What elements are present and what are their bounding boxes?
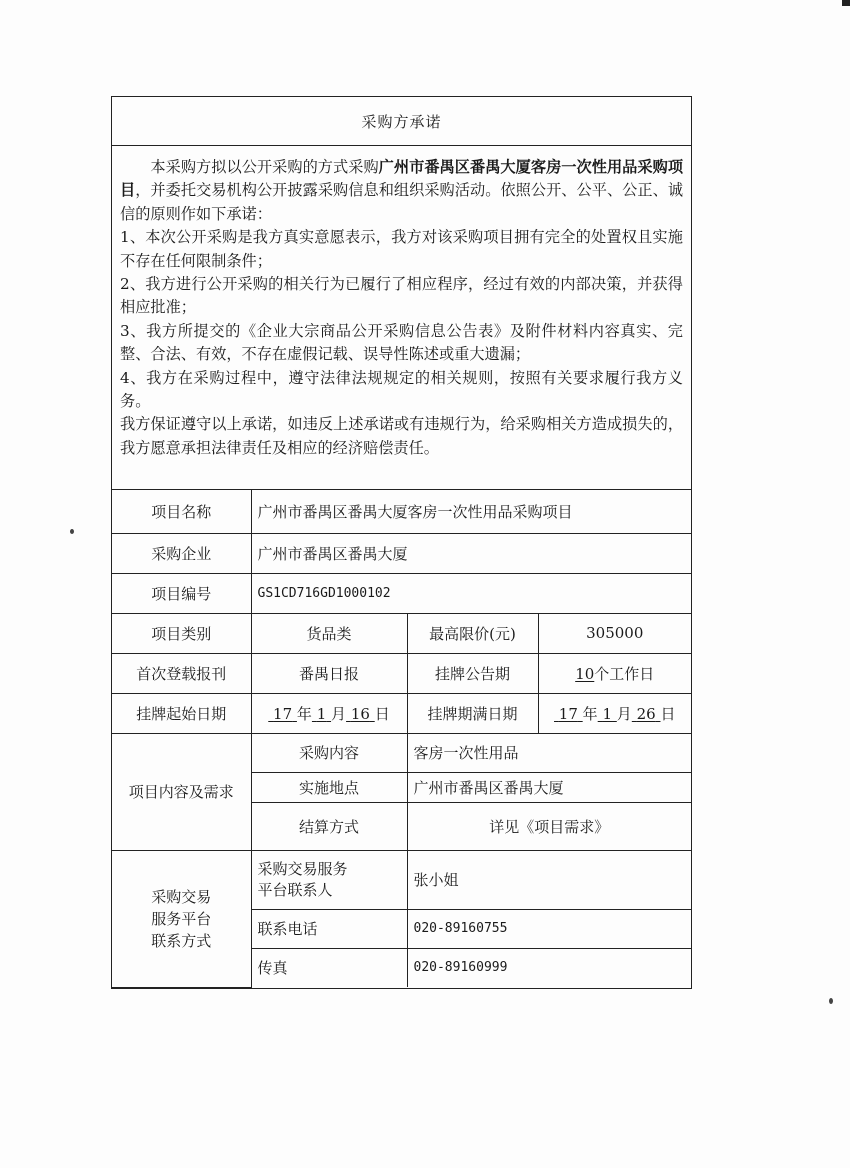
table-row	[112, 533, 691, 573]
settlement-label: 结算方式	[251, 802, 407, 850]
platform-label-line: 采购交易	[151, 887, 212, 906]
first-publication-value: 番禺日报	[251, 653, 407, 693]
buyer-value: 广州市番禺区番禺大厦	[251, 533, 691, 573]
settlement-value: 详见《项目需求》	[407, 802, 691, 850]
notice-period-value	[538, 653, 691, 693]
year-unit: 年	[296, 704, 312, 723]
end-month: 1	[602, 704, 613, 723]
start-month: 1	[316, 704, 327, 723]
buyer-label: 采购企业	[112, 533, 251, 573]
contact-person-label-line: 平台联系人	[257, 880, 333, 899]
platform-label-line: 服务平台	[151, 909, 212, 928]
platform-label-line: 联系方式	[151, 931, 212, 950]
fax-value: 020-89160999	[407, 948, 691, 987]
commitment-statement	[112, 146, 691, 490]
purchase-content-label: 采购内容	[251, 733, 407, 772]
contact-person-value: 张小姐	[407, 850, 691, 909]
project-name-label: 项目名称	[112, 490, 251, 533]
table-row	[112, 653, 691, 693]
purchase-content-value: 客房一次性用品	[407, 733, 691, 772]
location-value: 广州市番禺区番禺大厦	[407, 772, 691, 802]
max-price-label: 最高限价(元)	[407, 613, 538, 653]
table-row	[112, 850, 691, 909]
phone-label: 联系电话	[251, 909, 407, 948]
month-unit: 月	[616, 704, 632, 723]
category-value: 货品类	[251, 613, 407, 653]
location-label: 实施地点	[251, 772, 407, 802]
table-row	[112, 613, 691, 653]
month-unit: 月	[331, 704, 347, 723]
procurement-commitment-form	[111, 96, 692, 989]
project-name-value: 广州市番禺区番禺大厦客房一次性用品采购项目	[251, 490, 691, 533]
project-info-table	[112, 490, 691, 988]
end-year: 17	[558, 704, 578, 723]
scan-speck	[70, 529, 74, 534]
category-label: 项目类别	[112, 613, 251, 653]
phone-value: 020-89160755	[407, 909, 691, 948]
content-label: 项目内容及需求	[112, 733, 251, 850]
contact-person-label	[251, 850, 407, 909]
platform-label	[112, 850, 251, 987]
end-date-value	[538, 693, 691, 733]
form-title: 采购方承诺	[112, 97, 691, 146]
commitment-item-2: 2、我方进行公开采购的相关行为已履行了相应程序，经过有效的内部决策，并获得相应批准；	[120, 275, 683, 317]
project-no-label: 项目编号	[112, 573, 251, 613]
intro-text: 本采购方拟以公开采购的方式采购	[150, 158, 379, 176]
table-row	[112, 573, 691, 613]
scan-speck	[829, 998, 833, 1004]
commitment-closing: 我方保证遵守以上承诺，如违反上述承诺或有违规行为，给采购相关方造成损失的，我方愿意承担法律责任及相应的经济赔偿责任。	[120, 415, 683, 457]
contact-person-label-line: 采购交易服务	[257, 859, 348, 878]
start-day: 16	[350, 704, 370, 723]
start-date-label: 挂牌起始日期	[112, 693, 251, 733]
day-unit: 日	[374, 704, 390, 723]
start-date-value	[251, 693, 407, 733]
table-row	[112, 733, 691, 772]
fax-label: 传真	[251, 948, 407, 987]
max-price-value: 305000	[538, 613, 691, 653]
commitment-item-3: 3、我方所提交的《企业大宗商品公开采购信息公告表》及附件材料内容真实、完整、合法、有效，不存在虚假记载、误导性陈述或重大遗漏；	[120, 321, 683, 364]
first-publication-label: 首次登载报刊	[112, 653, 251, 693]
notice-period-unit: 个工作日	[594, 664, 655, 683]
notice-period-days: 10	[575, 664, 595, 683]
commitment-intro	[120, 156, 683, 226]
intro-project-name: 广州市番禺区番禺大厦客房一次性用品采购项目	[120, 158, 684, 200]
end-date-label: 挂牌期满日期	[407, 693, 538, 733]
commitment-item-4: 4、我方在采购过程中，遵守法律法规规定的相关规则，按照有关要求履行我方义务。	[120, 368, 683, 411]
end-day: 26	[636, 704, 656, 723]
commitment-item-1: 1、本次公开采购是我方真实意愿表示，我方对该采购项目拥有完全的处置权且实施不存在任何限制条件；	[120, 228, 683, 270]
notice-period-label: 挂牌公告期	[407, 653, 538, 693]
day-unit: 日	[660, 704, 676, 723]
table-row	[112, 693, 691, 733]
project-no-value: GS1CD716GD1000102	[251, 573, 691, 613]
start-year: 17	[273, 704, 293, 723]
intro-text-continued: ，并委托交易机构公开披露采购信息和组织采购活动。依照公开、公平、公正、诚信的原则作如下承诺：	[120, 181, 684, 223]
year-unit: 年	[582, 704, 598, 723]
scan-speck	[842, 0, 850, 6]
table-row	[112, 490, 691, 533]
